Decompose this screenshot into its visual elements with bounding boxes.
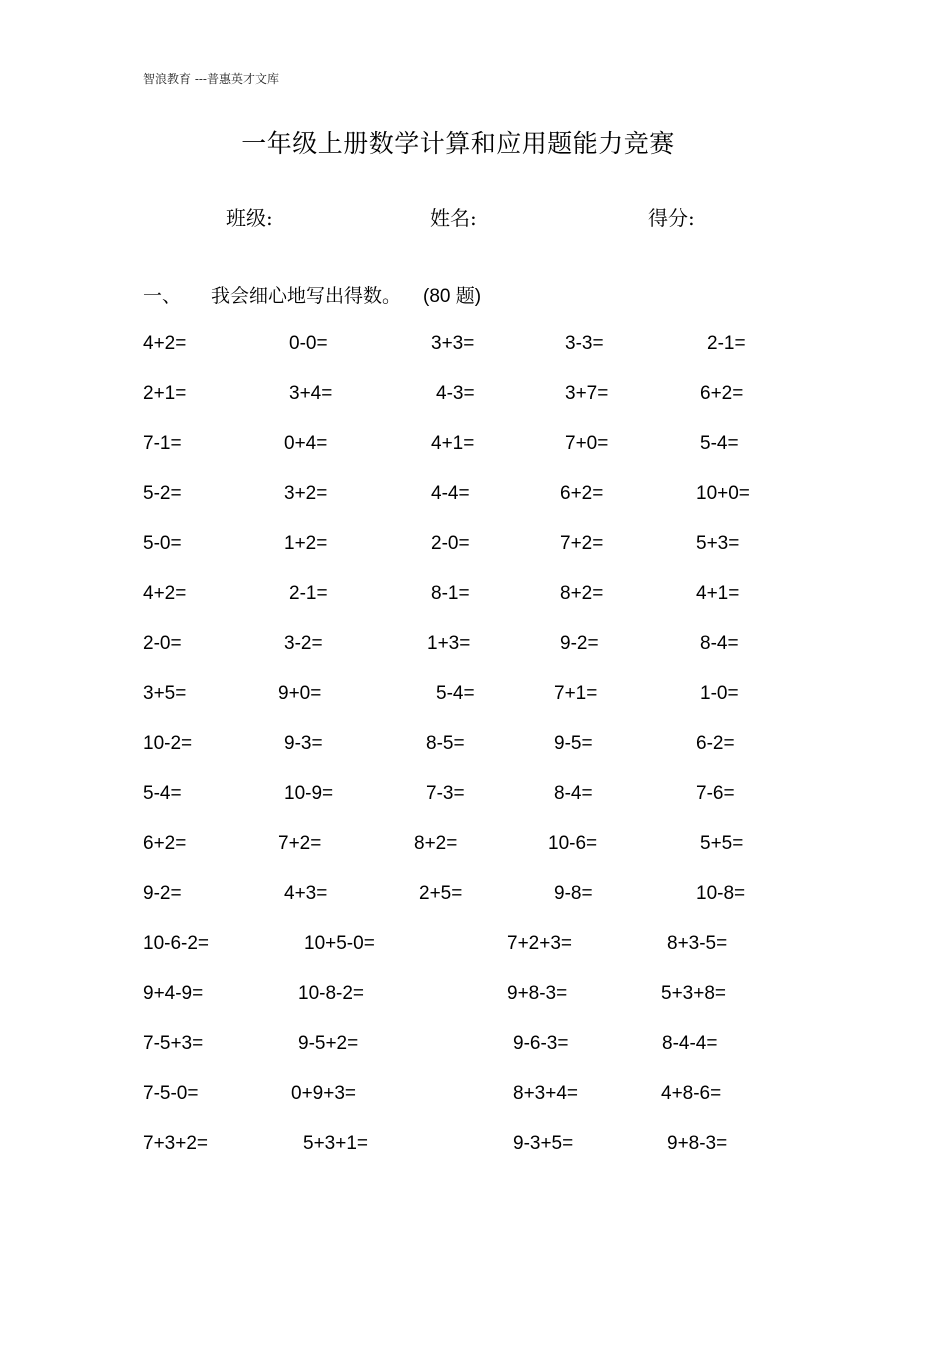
math-problem: 8-5= <box>426 733 465 754</box>
math-problem: 1-0= <box>700 683 739 704</box>
math-problem: 9+8-3= <box>507 983 568 1004</box>
math-problem: 9-6-3= <box>513 1033 569 1054</box>
math-problem: 4-4= <box>431 483 470 504</box>
math-problem: 10-6-2= <box>143 933 210 954</box>
math-problem: 0-0= <box>289 333 328 354</box>
math-problem: 4-3= <box>436 383 475 404</box>
math-problem: 6-2= <box>696 733 735 754</box>
math-problem: 5-4= <box>143 783 182 804</box>
math-problem: 3-3= <box>565 333 604 354</box>
math-problem: 9-3= <box>284 733 323 754</box>
math-problem: 0+4= <box>284 433 328 454</box>
math-problem: 3+4= <box>289 383 333 404</box>
math-problem: 9-5= <box>554 733 593 754</box>
math-problem: 8-1= <box>431 583 470 604</box>
section-number: 一、 <box>143 285 182 307</box>
math-problem: 5-4= <box>436 683 475 704</box>
math-problem: 10-8-2= <box>298 983 365 1004</box>
name-label: 姓名: <box>430 206 477 230</box>
math-problem: 5+3+1= <box>303 1133 368 1154</box>
math-problem: 8-4-4= <box>662 1033 718 1054</box>
math-problem: 10-9= <box>284 783 334 804</box>
math-problem: 9+0= <box>278 683 322 704</box>
math-problem: 2-1= <box>707 333 746 354</box>
math-problem: 2-0= <box>431 533 470 554</box>
math-problem: 3+5= <box>143 683 187 704</box>
math-problem: 4+1= <box>431 433 475 454</box>
math-problem: 10-8= <box>696 883 746 904</box>
math-problem: 8+2= <box>414 833 458 854</box>
math-problem: 7-3= <box>426 783 465 804</box>
math-problem: 7-1= <box>143 433 182 454</box>
math-problem: 7+3+2= <box>143 1133 208 1154</box>
math-problem: 1+2= <box>284 533 328 554</box>
section-count: (80 题) <box>423 286 482 307</box>
math-problem: 4+1= <box>696 583 740 604</box>
math-problem: 7-6= <box>696 783 735 804</box>
math-problem: 4+2= <box>143 333 187 354</box>
math-problem: 9-2= <box>143 883 182 904</box>
math-problem: 3+2= <box>284 483 328 504</box>
math-problem: 8-4= <box>554 783 593 804</box>
math-problem: 2-1= <box>289 583 328 604</box>
math-problem: 7+2= <box>560 533 604 554</box>
math-problem: 9+8-3= <box>667 1133 728 1154</box>
math-problem: 8+3-5= <box>667 933 728 954</box>
section-heading <box>143 281 481 308</box>
math-problem: 7+2+3= <box>507 933 572 954</box>
math-problem: 9-5+2= <box>298 1033 359 1054</box>
math-problem: 2+1= <box>143 383 187 404</box>
math-problem: 5-2= <box>143 483 182 504</box>
score-label: 得分: <box>648 206 695 230</box>
math-problem: 4+3= <box>284 883 328 904</box>
math-problem: 4+8-6= <box>661 1083 722 1104</box>
math-problem: 4+2= <box>143 583 187 604</box>
math-problem: 7+2= <box>278 833 322 854</box>
section-instruction: 我会细心地写出得数。 <box>211 285 402 307</box>
math-problem: 9+4-9= <box>143 983 204 1004</box>
math-problem: 6+2= <box>560 483 604 504</box>
math-problem: 8+3+4= <box>513 1083 578 1104</box>
math-problem: 5-0= <box>143 533 182 554</box>
math-problem: 3-2= <box>284 633 323 654</box>
math-problem: 9-2= <box>560 633 599 654</box>
math-problem: 10-6= <box>548 833 598 854</box>
math-problem: 8+2= <box>560 583 604 604</box>
math-problem: 6+2= <box>143 833 187 854</box>
math-problem: 7-5+3= <box>143 1033 204 1054</box>
math-problem: 10+0= <box>696 483 750 504</box>
class-label: 班级: <box>226 206 273 230</box>
math-problem: 3+3= <box>431 333 475 354</box>
math-problem: 9-3+5= <box>513 1133 574 1154</box>
math-problem: 7+1= <box>554 683 598 704</box>
math-problem: 0+9+3= <box>291 1083 356 1104</box>
math-problem: 3+7= <box>565 383 609 404</box>
math-problem: 10-2= <box>143 733 193 754</box>
math-problem: 10+5-0= <box>304 933 375 954</box>
math-problem: 5+3+8= <box>661 983 726 1004</box>
math-problem: 8-4= <box>700 633 739 654</box>
math-problem: 7+0= <box>565 433 609 454</box>
math-problem: 6+2= <box>700 383 744 404</box>
page-header: 智浪教育 ---普惠英才文库 <box>143 72 279 86</box>
math-problem: 7-5-0= <box>143 1083 199 1104</box>
math-problem: 9-8= <box>554 883 593 904</box>
math-problem: 2-0= <box>143 633 182 654</box>
math-problem: 5+3= <box>696 533 740 554</box>
math-problem: 5+5= <box>700 833 744 854</box>
math-problem: 1+3= <box>427 633 471 654</box>
math-problem: 2+5= <box>419 883 463 904</box>
math-problem: 5-4= <box>700 433 739 454</box>
page-title: 一年级上册数学计算和应用题能力竞赛 <box>241 129 675 158</box>
